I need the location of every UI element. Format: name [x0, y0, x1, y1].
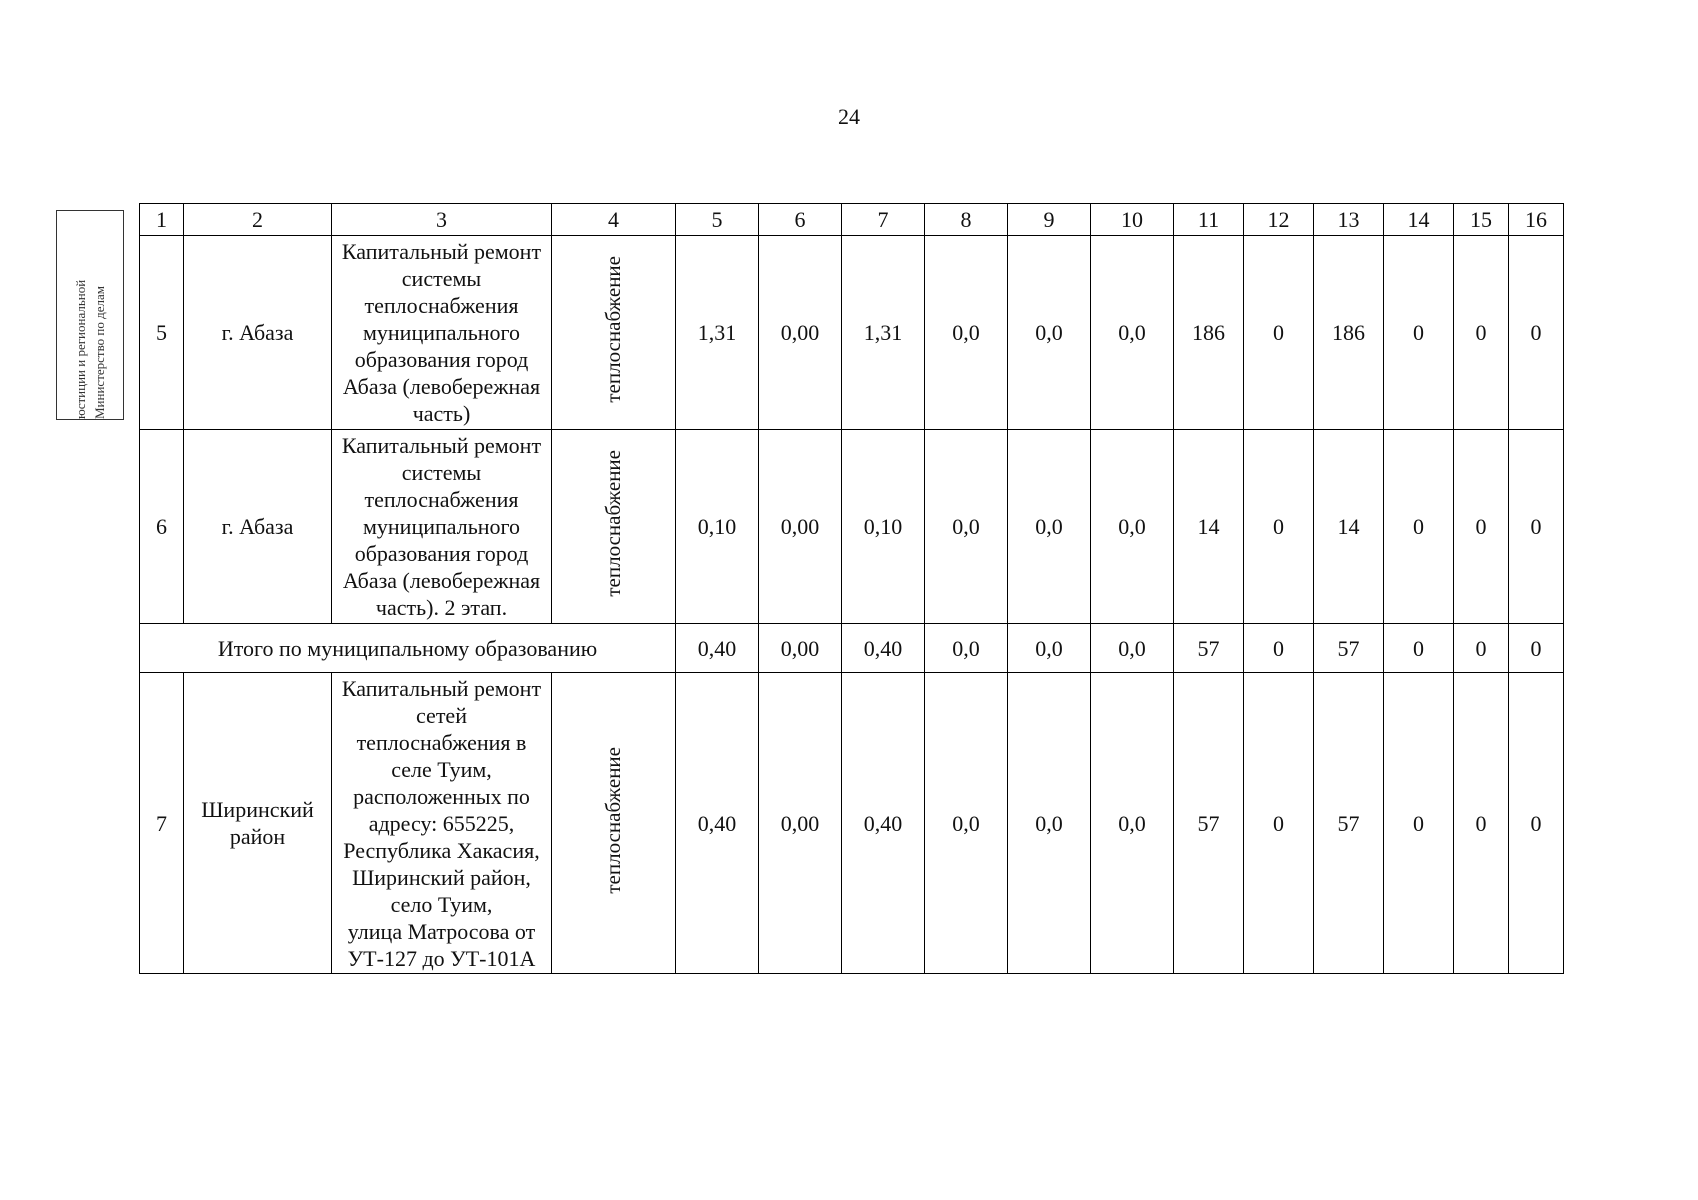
- row-number: 7: [140, 673, 184, 974]
- type-label: теплоснабжение: [601, 256, 625, 403]
- description-line: образования город: [354, 541, 529, 566]
- column-number: 8: [925, 204, 1008, 236]
- description-line: муниципального: [362, 320, 520, 345]
- description-line: Капитальный ремонт: [341, 675, 542, 701]
- value-cell: 0,40: [842, 624, 925, 673]
- value-cell: 0,00: [759, 430, 842, 624]
- value-cell: 0,10: [676, 430, 759, 624]
- value-cell: 57: [1314, 624, 1384, 673]
- description-cell: [332, 236, 552, 430]
- description-line: Ширинский район,: [352, 864, 531, 890]
- description-line: теплоснабжения: [364, 487, 519, 512]
- description-line: Абаза (левобережная: [342, 374, 541, 399]
- description-line: сетей: [416, 702, 467, 728]
- description-line: теплоснабжения в: [356, 729, 527, 755]
- type-cell: [552, 430, 676, 624]
- stamp-line-1: Министерство по делам: [92, 286, 107, 419]
- column-number: 16: [1509, 204, 1564, 236]
- value-cell: 0: [1384, 236, 1454, 430]
- value-cell: 0,0: [925, 624, 1008, 673]
- value-cell: 0,0: [1091, 673, 1174, 974]
- header-row: [140, 204, 1564, 236]
- value-cell: 1,31: [676, 236, 759, 430]
- value-cell: 0,0: [925, 236, 1008, 430]
- column-number: 7: [842, 204, 925, 236]
- value-cell: 0: [1454, 624, 1509, 673]
- value-cell: 0,0: [1008, 430, 1091, 624]
- value-cell: 0,0: [925, 430, 1008, 624]
- description-line: село Туим,: [390, 891, 493, 917]
- value-cell: 0: [1384, 624, 1454, 673]
- value-cell: 0,0: [1091, 624, 1174, 673]
- description-line: селе Туим,: [391, 756, 492, 782]
- value-cell: 0: [1454, 236, 1509, 430]
- value-cell: 186: [1174, 236, 1244, 430]
- value-cell: 0: [1384, 673, 1454, 974]
- description-line: Абаза (левобережная: [342, 568, 541, 593]
- description-line: образования город: [354, 347, 529, 372]
- type-cell: [552, 673, 676, 974]
- value-cell: 0,0: [1008, 236, 1091, 430]
- column-number: 6: [759, 204, 842, 236]
- description-line: теплоснабжения: [364, 293, 519, 318]
- description-line: УТ-127 до УТ-101А: [347, 945, 536, 971]
- value-cell: 0,0: [1008, 673, 1091, 974]
- description-line: часть): [412, 401, 471, 426]
- table-row: [140, 236, 1564, 430]
- value-cell: 0,0: [925, 673, 1008, 974]
- type-label: теплоснабжение: [601, 450, 625, 597]
- municipality-line: Ширинский: [201, 797, 314, 822]
- value-cell: 186: [1314, 236, 1384, 430]
- column-number: 3: [332, 204, 552, 236]
- description-cell: [332, 430, 552, 624]
- type-cell: [552, 236, 676, 430]
- value-cell: 0,40: [676, 624, 759, 673]
- value-cell: 0,0: [1091, 430, 1174, 624]
- value-cell: 0,00: [759, 236, 842, 430]
- value-cell: 0: [1244, 624, 1314, 673]
- column-number: 9: [1008, 204, 1091, 236]
- value-cell: 0,00: [759, 624, 842, 673]
- column-number: 5: [676, 204, 759, 236]
- value-cell: 0,0: [1091, 236, 1174, 430]
- value-cell: 0,00: [759, 673, 842, 974]
- data-table: [139, 203, 1564, 974]
- value-cell: 0: [1244, 673, 1314, 974]
- value-cell: 0: [1244, 430, 1314, 624]
- value-cell: 0: [1384, 430, 1454, 624]
- total-row: [140, 624, 1564, 673]
- description-line: расположенных по: [353, 783, 530, 809]
- total-label: Итого по муниципальному образованию: [140, 624, 676, 673]
- municipality-cell: [184, 673, 332, 974]
- municipality-line: район: [229, 824, 286, 849]
- registration-stamp: [56, 210, 124, 420]
- value-cell: 57: [1174, 624, 1244, 673]
- value-cell: 0,0: [1008, 624, 1091, 673]
- description-line: улица Матросова от: [347, 918, 536, 944]
- description-line: системы: [401, 460, 482, 485]
- value-cell: 1,31: [842, 236, 925, 430]
- table-row: [140, 673, 1564, 974]
- value-cell: 0: [1509, 673, 1564, 974]
- description-cell: [332, 673, 552, 974]
- page-number: 24: [838, 104, 860, 129]
- description-line: Республика Хакасия,: [343, 837, 540, 863]
- value-cell: 0: [1244, 236, 1314, 430]
- column-number: 14: [1384, 204, 1454, 236]
- value-cell: 14: [1314, 430, 1384, 624]
- value-cell: 14: [1174, 430, 1244, 624]
- column-number: 1: [140, 204, 184, 236]
- value-cell: 0: [1509, 236, 1564, 430]
- value-cell: 57: [1314, 673, 1384, 974]
- value-cell: 0: [1509, 624, 1564, 673]
- row-number: 6: [140, 430, 184, 624]
- value-cell: 0: [1509, 430, 1564, 624]
- description-line: часть). 2 этап.: [375, 595, 508, 620]
- column-number: 11: [1174, 204, 1244, 236]
- value-cell: 0: [1454, 673, 1509, 974]
- column-number: 4: [552, 204, 676, 236]
- type-label: теплоснабжение: [601, 746, 625, 894]
- column-number: 2: [184, 204, 332, 236]
- municipality-cell: г. Абаза: [184, 236, 332, 430]
- column-number: 15: [1454, 204, 1509, 236]
- value-cell: 0,40: [676, 673, 759, 974]
- value-cell: 0: [1454, 430, 1509, 624]
- stamp-line-2: юстиции и региональной: [73, 279, 88, 419]
- value-cell: 0,40: [842, 673, 925, 974]
- description-line: Капитальный ремонт: [341, 239, 542, 264]
- value-cell: 0,10: [842, 430, 925, 624]
- description-line: системы: [401, 266, 482, 291]
- row-number: 5: [140, 236, 184, 430]
- column-number: 10: [1091, 204, 1174, 236]
- column-number: 12: [1244, 204, 1314, 236]
- description-line: Капитальный ремонт: [341, 433, 542, 458]
- description-line: адресу: 655225,: [368, 810, 515, 836]
- table-row: [140, 430, 1564, 624]
- municipality-cell: г. Абаза: [184, 430, 332, 624]
- description-line: муниципального: [362, 514, 520, 539]
- value-cell: 57: [1174, 673, 1244, 974]
- column-number: 13: [1314, 204, 1384, 236]
